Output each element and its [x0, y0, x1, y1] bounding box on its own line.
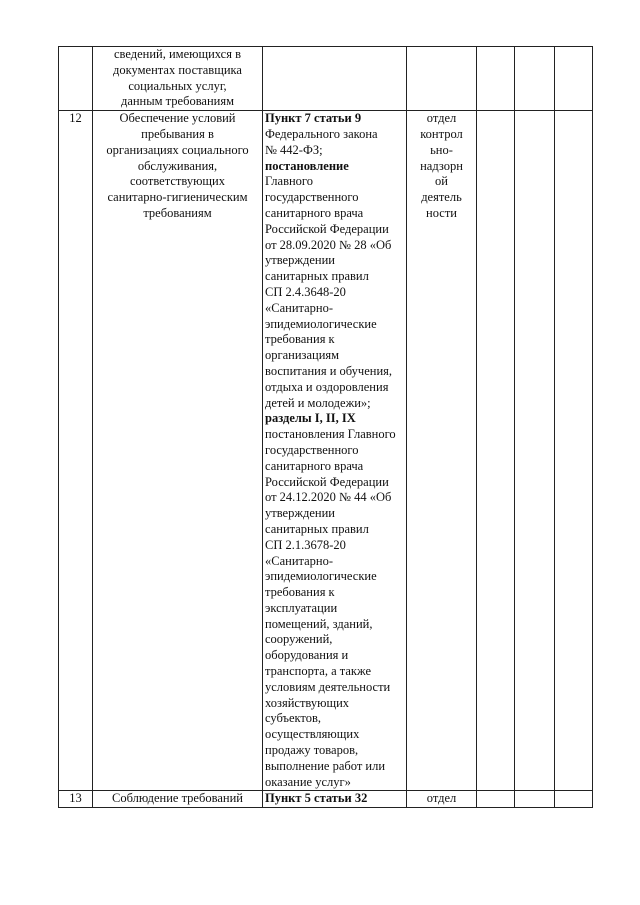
document-table: [58, 46, 593, 808]
requirement-line: сведений, имеющихся в: [113, 47, 241, 61]
legal-basis-line: санитарного врача: [265, 205, 364, 220]
department-line: деятель: [421, 190, 462, 205]
legal-basis-line: выполнение работ или: [265, 758, 386, 773]
legal-basis-line: № 442-ФЗ;: [265, 142, 323, 157]
department-line: контрол: [420, 126, 463, 141]
legal-basis-line: СП 2.1.3678-20: [265, 537, 346, 552]
legal-basis-line: сооружений,: [265, 632, 333, 647]
requirement-line: социальных услуг,: [128, 78, 227, 93]
requirement-line: пребывания в: [141, 126, 214, 141]
department-line: отдел: [426, 111, 457, 126]
legal-basis-line: эпидемиологические: [265, 316, 377, 331]
requirement-line: санитарно-гигиеническим: [107, 190, 248, 205]
legal-basis-line: эксплуатации: [265, 600, 338, 615]
legal-basis-line: утверждении: [265, 253, 335, 268]
legal-basis-line: Российской Федерации: [265, 221, 389, 236]
department-cell: [407, 111, 477, 791]
legal-basis-line: осуществляющих: [265, 727, 360, 742]
requirement-line: организациях социального: [106, 142, 249, 157]
requirement-line: соответствующих: [130, 174, 225, 189]
legal-basis-line: требования к: [265, 585, 335, 600]
legal-basis-line: Главного: [265, 174, 313, 189]
department-line: ой: [435, 174, 448, 189]
empty-cell: [515, 791, 555, 808]
legal-basis-line: субъектов,: [265, 711, 322, 726]
legal-basis-line: государственного: [265, 190, 359, 205]
requirement-line: Обеспечение условий: [119, 111, 236, 126]
legal-basis-line: «Санитарно-: [265, 300, 334, 315]
legal-basis-line: оказание услуг»: [265, 774, 351, 789]
department-cell: [407, 791, 477, 808]
legal-basis-line: Российской Федерации: [265, 474, 389, 489]
legal-basis-cell: [263, 111, 407, 791]
legal-basis-line: организациям: [265, 348, 340, 363]
empty-cell: [477, 111, 515, 791]
legal-basis-heading: постановление: [265, 158, 349, 173]
legal-basis-line: Федерального закона: [265, 126, 378, 141]
requirement-line: данным требованиям: [120, 94, 235, 109]
requirement-line: Соблюдение требований: [112, 791, 243, 806]
legal-basis-line: продажу товаров,: [265, 743, 359, 758]
legal-basis-line: эпидемиологические: [265, 569, 377, 584]
department-cell: [407, 47, 477, 111]
table-row: [59, 111, 593, 791]
legal-basis-line: «Санитарно-: [265, 553, 334, 568]
legal-basis-line: условиям деятельности: [265, 679, 391, 694]
empty-cell: [555, 791, 593, 808]
department-line: ности: [426, 205, 457, 220]
requirement-line: требованиям: [143, 205, 212, 220]
department-line: ьно-: [430, 142, 453, 157]
legal-basis-heading: Пункт 7 статьи 9: [265, 111, 362, 126]
legal-basis-line: санитарных правил: [265, 269, 369, 284]
table-row: [59, 47, 593, 111]
empty-cell: [555, 47, 593, 111]
requirement-line: обслуживания,: [137, 158, 218, 173]
legal-basis-heading: разделы I, II, IX: [265, 411, 356, 426]
legal-basis-line: воспитания и обучения,: [265, 363, 393, 378]
legal-basis-cell: [263, 791, 407, 808]
department-line: надзорн: [420, 158, 463, 173]
empty-cell: [477, 791, 515, 808]
legal-basis-line: оборудования и: [265, 648, 349, 663]
legal-basis-line: детей и молодежи»;: [265, 395, 371, 410]
legal-basis-line: отдыха и оздоровления: [265, 379, 389, 394]
legal-basis-line: хозяйствующих: [265, 695, 350, 710]
row-number: 13: [59, 791, 93, 808]
requirement-cell: [93, 111, 263, 791]
legal-basis-line: утверждении: [265, 506, 335, 521]
legal-basis-line: помещений, зданий,: [265, 616, 373, 631]
legal-basis-heading: Пункт 5 статьи 32: [265, 791, 368, 806]
empty-cell: [515, 47, 555, 111]
requirement-line: документах поставщика: [113, 62, 242, 77]
department-line: отдел: [426, 791, 457, 806]
legal-basis-line: транспорта, а также: [265, 664, 372, 679]
requirement-cell: [93, 791, 263, 808]
row-number: 12: [59, 111, 93, 791]
legal-basis-line: от 28.09.2020 № 28 «Об: [265, 237, 392, 252]
legal-basis-line: от 24.12.2020 № 44 «Об: [265, 490, 392, 505]
requirement-cell: [93, 47, 263, 111]
legal-basis-line: санитарных правил: [265, 521, 369, 536]
legal-basis-line: государственного: [265, 442, 359, 457]
legal-basis-line: постановления Главного: [265, 427, 396, 442]
row-number: [59, 47, 93, 111]
legal-basis-cell: [263, 47, 407, 111]
table-row: [59, 791, 593, 808]
empty-cell: [555, 111, 593, 791]
empty-cell: [515, 111, 555, 791]
legal-basis-line: требования к: [265, 332, 335, 347]
legal-basis-line: СП 2.4.3648-20: [265, 284, 346, 299]
empty-cell: [477, 47, 515, 111]
legal-basis-line: санитарного врача: [265, 458, 364, 473]
